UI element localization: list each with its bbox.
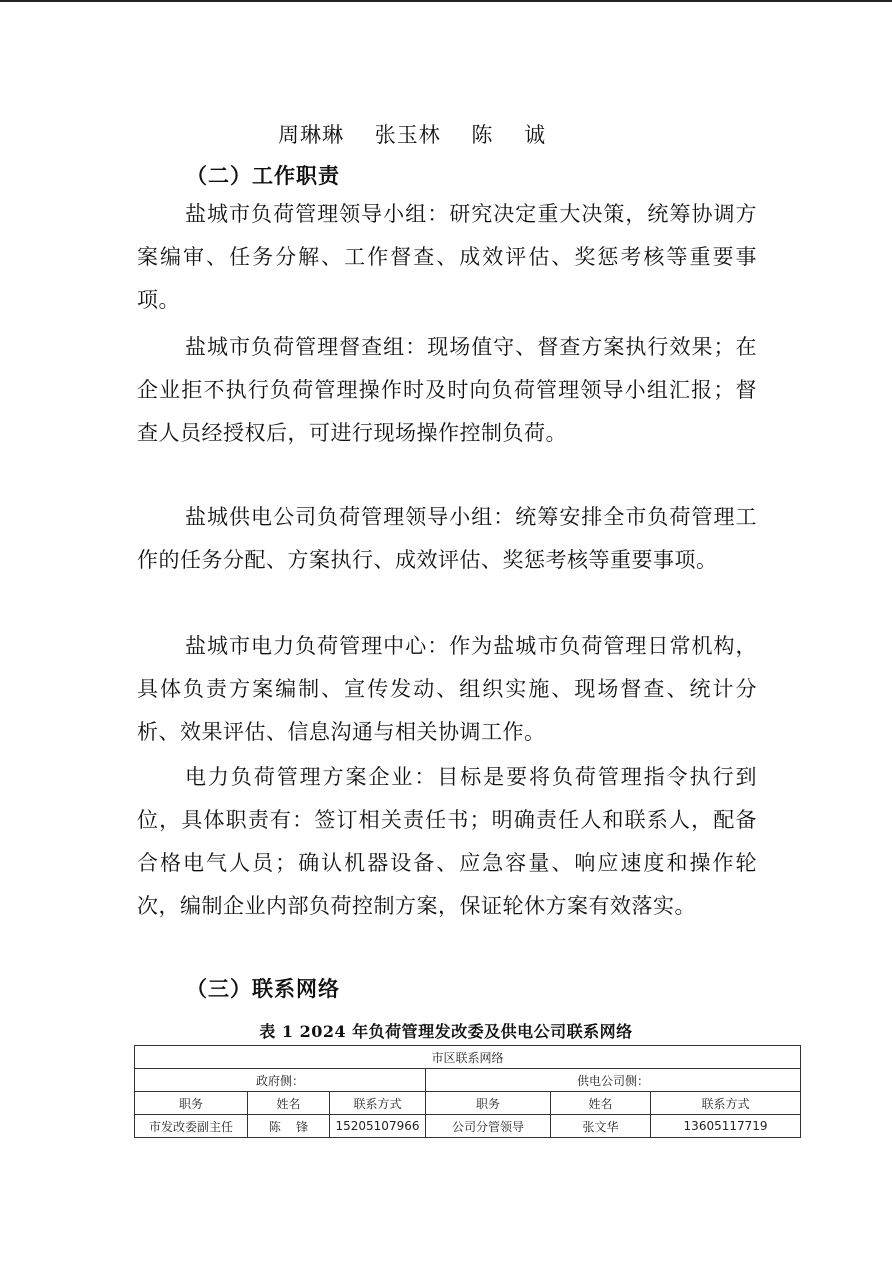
column-header-contact: 联系方式 xyxy=(330,1092,426,1115)
column-header-position: 职务 xyxy=(135,1092,248,1115)
paragraph-utility-group: 盐城供电公司负荷管理领导小组：统筹安排全市负荷管理工作的任务分配、方案执行、成效评估、奖惩考核等重要事项。 xyxy=(137,505,757,572)
table-header-row xyxy=(135,1092,801,1115)
table-cell: 13605117719 xyxy=(651,1115,801,1138)
table-cell: 张文华 xyxy=(551,1115,651,1138)
gov-side-header: 政府侧： xyxy=(135,1069,426,1092)
table-title: 市区联系网络 xyxy=(135,1046,801,1069)
table-row xyxy=(135,1115,801,1138)
paragraph-enterprise: 电力负荷管理方案企业：目标是要将负荷管理指令执行到位，具体职责有：签订相关责任书；明确责任人和联系人，配备合格电气人员；确认机器设备、应急容量、响应速度和操作轮次，编制企业内部负荷控制方案，保证轮休方案有效落实。 xyxy=(137,765,757,918)
top-border-line xyxy=(0,0,892,2)
paragraph-leading-group: 盐城市负荷管理领导小组：研究决定重大决策，统筹协调方案编审、任务分解、工作督查、成效评估、奖惩考核等重要事项。 xyxy=(137,202,757,312)
section-heading-duties: （二）工作职责 xyxy=(186,163,340,188)
column-header-position: 职务 xyxy=(426,1092,551,1115)
section-heading-contact-network: （三）联系网络 xyxy=(186,976,340,1001)
paragraph-inspection-group: 盐城市负荷管理督查组：现场值守、督查方案执行效果；在企业拒不执行负荷管理操作时及时向负荷管理领导小组汇报；督查人员经授权后，可进行现场操作控制负荷。 xyxy=(137,335,757,445)
column-header-contact: 联系方式 xyxy=(651,1092,801,1115)
table-cell: 陈 锋 xyxy=(248,1115,330,1138)
paragraph-load-center: 盐城市电力负荷管理中心：作为盐城市负荷管理日常机构，具体负责方案编制、宣传发动、组织实施、现场督查、统计分析、效果评估、信息沟通与相关协调工作。 xyxy=(137,634,757,744)
member-names: 周琳琳 张玉林 陈 诚 xyxy=(278,123,547,147)
table-caption: 表 1 2024 年负荷管理发改委及供电公司联系网络 xyxy=(259,1022,633,1041)
column-header-name: 姓名 xyxy=(551,1092,651,1115)
table-cell: 公司分管领导 xyxy=(426,1115,551,1138)
contact-network-table xyxy=(134,1045,801,1138)
column-header-name: 姓名 xyxy=(248,1092,330,1115)
utility-side-header: 供电公司侧： xyxy=(426,1069,801,1092)
table-cell: 15205107966 xyxy=(330,1115,426,1138)
table-cell: 市发改委副主任 xyxy=(135,1115,248,1138)
